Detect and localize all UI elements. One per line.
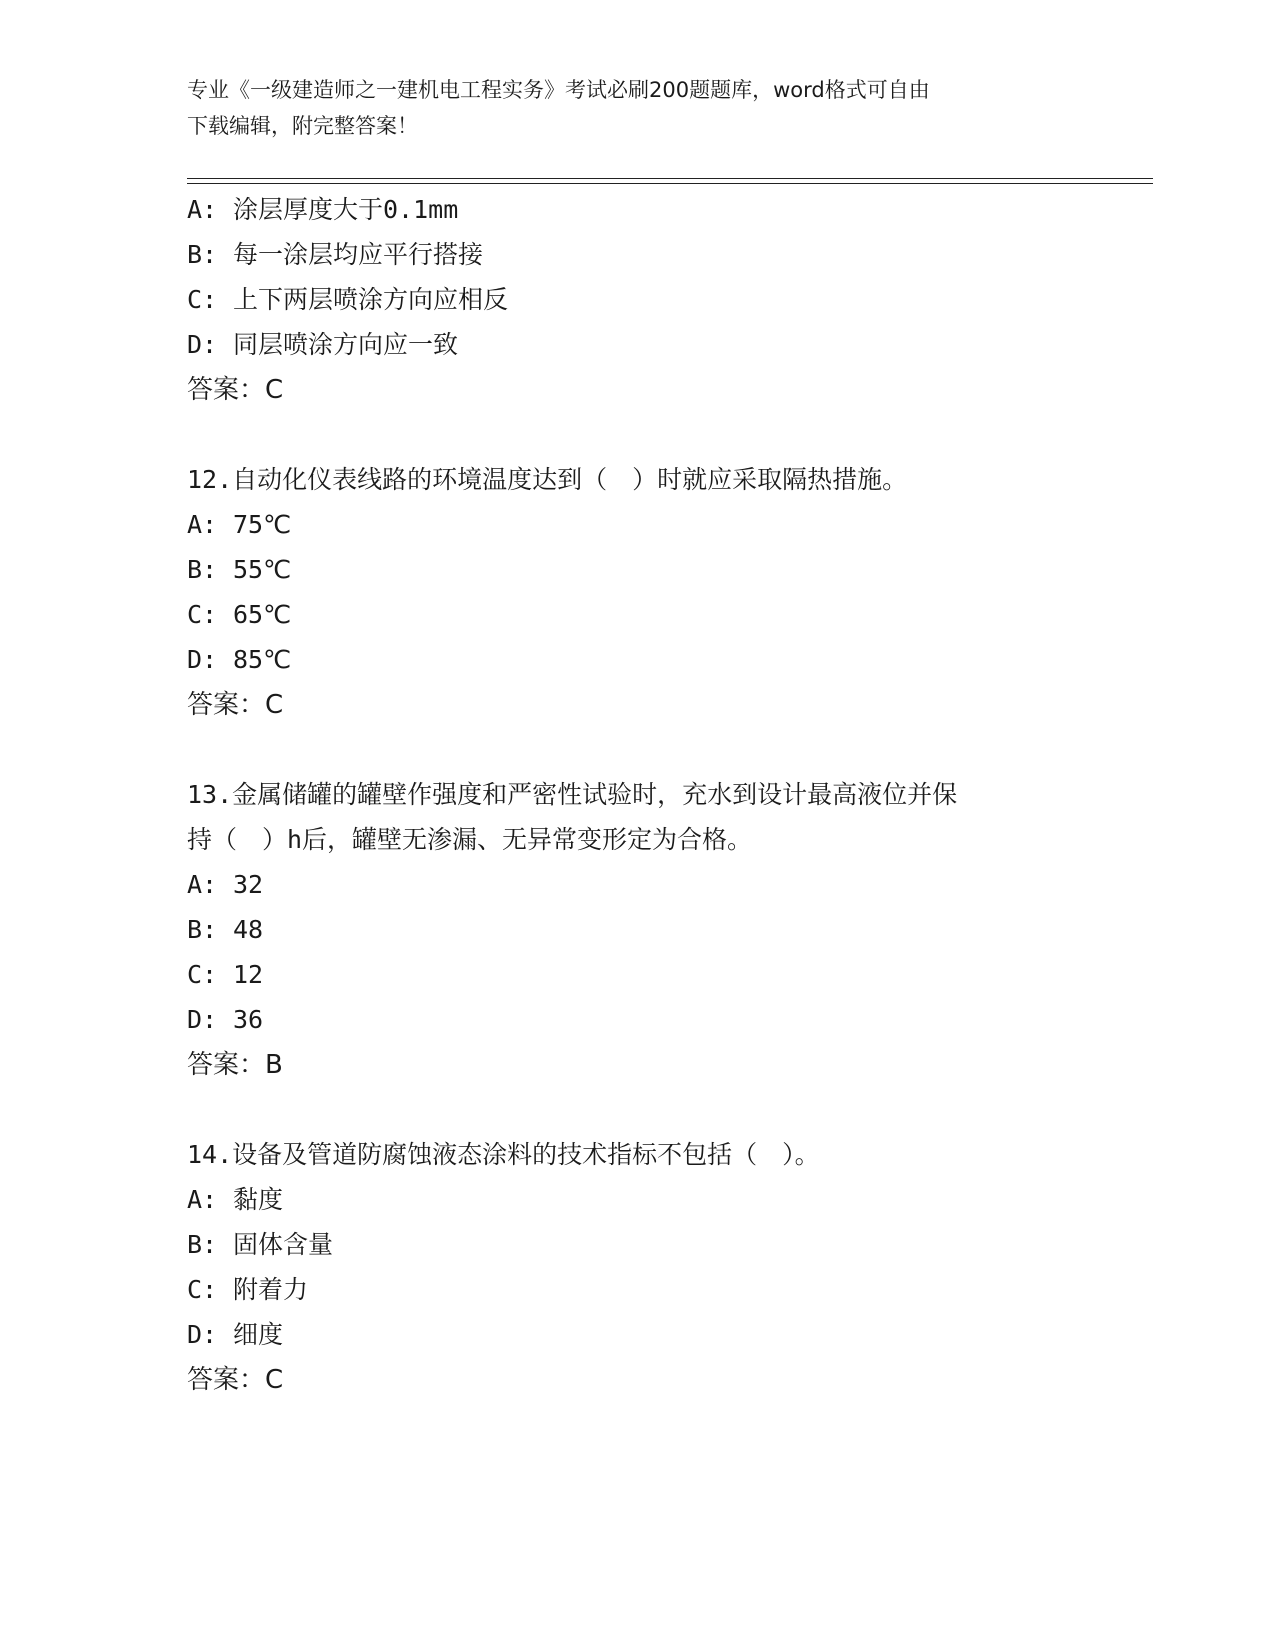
- option-label: D:: [187, 1005, 218, 1034]
- option-text: 12: [233, 960, 264, 989]
- option-label: A:: [187, 510, 218, 539]
- header-line-1: 专业《一级建造师之一建机电工程实务》考试必刷200题题库，word格式可自由: [187, 78, 930, 102]
- answer-line: 答案：C: [187, 690, 284, 720]
- option-text: 上下两层喷涂方向应相反: [233, 285, 509, 314]
- option-text: 48: [233, 915, 264, 944]
- option-c: [187, 959, 263, 991]
- option-label: B:: [187, 555, 218, 584]
- option-label: A:: [187, 870, 218, 899]
- option-label: A:: [187, 1185, 218, 1214]
- option-text: 65℃: [233, 600, 292, 629]
- option-c: [187, 1274, 308, 1306]
- option-text: 每一涂层均应平行搭接: [233, 240, 484, 269]
- option-a: [187, 1184, 283, 1216]
- answer-line: 答案：C: [187, 1365, 284, 1395]
- option-text: 85℃: [233, 645, 292, 674]
- option-d: [187, 329, 458, 361]
- option-label: D:: [187, 1320, 218, 1349]
- header-divider-bottom: [187, 183, 1153, 184]
- option-text: 32: [233, 870, 264, 899]
- answer-line: 答案：C: [187, 375, 284, 405]
- option-text: 75℃: [233, 510, 292, 539]
- question-14-stem: 14.设备及管道防腐蚀液态涂料的技术指标不包括（ ）。: [187, 1140, 820, 1169]
- option-d: [187, 1319, 283, 1351]
- option-label: C:: [187, 1275, 218, 1304]
- option-c: [187, 599, 291, 631]
- option-d: [187, 1004, 263, 1036]
- option-text: 黏度: [233, 1185, 284, 1214]
- answer-line: 答案：B: [187, 1050, 283, 1080]
- option-c: [187, 284, 508, 316]
- option-text: 36: [233, 1005, 264, 1034]
- option-b: [187, 1229, 333, 1261]
- header-divider-top: [187, 178, 1153, 179]
- option-label: C:: [187, 285, 218, 314]
- option-text: 细度: [233, 1320, 284, 1349]
- option-b: [187, 239, 483, 271]
- option-a: [187, 869, 263, 901]
- option-label: A:: [187, 195, 218, 224]
- option-label: D:: [187, 645, 218, 674]
- option-text: 同层喷涂方向应一致: [233, 330, 459, 359]
- option-text: 涂层厚度大于0.1mm: [233, 195, 459, 224]
- option-label: D:: [187, 330, 218, 359]
- option-text: 附着力: [233, 1275, 309, 1304]
- option-text: 55℃: [233, 555, 292, 584]
- option-label: B:: [187, 915, 218, 944]
- option-text: 固体含量: [233, 1230, 334, 1259]
- option-label: C:: [187, 600, 218, 629]
- option-d: [187, 644, 291, 676]
- option-a: [187, 194, 458, 226]
- question-12-stem: 12.自动化仪表线路的环境温度达到（ ）时就应采取隔热措施。: [187, 465, 908, 494]
- option-label: C:: [187, 960, 218, 989]
- option-b: [187, 914, 263, 946]
- question-13-stem-line-2: 持（ ）h后，罐壁无渗漏、无异常变形定为合格。: [187, 825, 753, 854]
- document-header: [187, 72, 1087, 144]
- question-13-stem-line-1: 13.金属储罐的罐壁作强度和严密性试验时，充水到设计最高液位并保: [187, 780, 958, 809]
- option-label: B:: [187, 240, 218, 269]
- header-line-2: 下载编辑，附完整答案！: [187, 114, 418, 138]
- option-b: [187, 554, 291, 586]
- option-label: B:: [187, 1230, 218, 1259]
- option-a: [187, 509, 291, 541]
